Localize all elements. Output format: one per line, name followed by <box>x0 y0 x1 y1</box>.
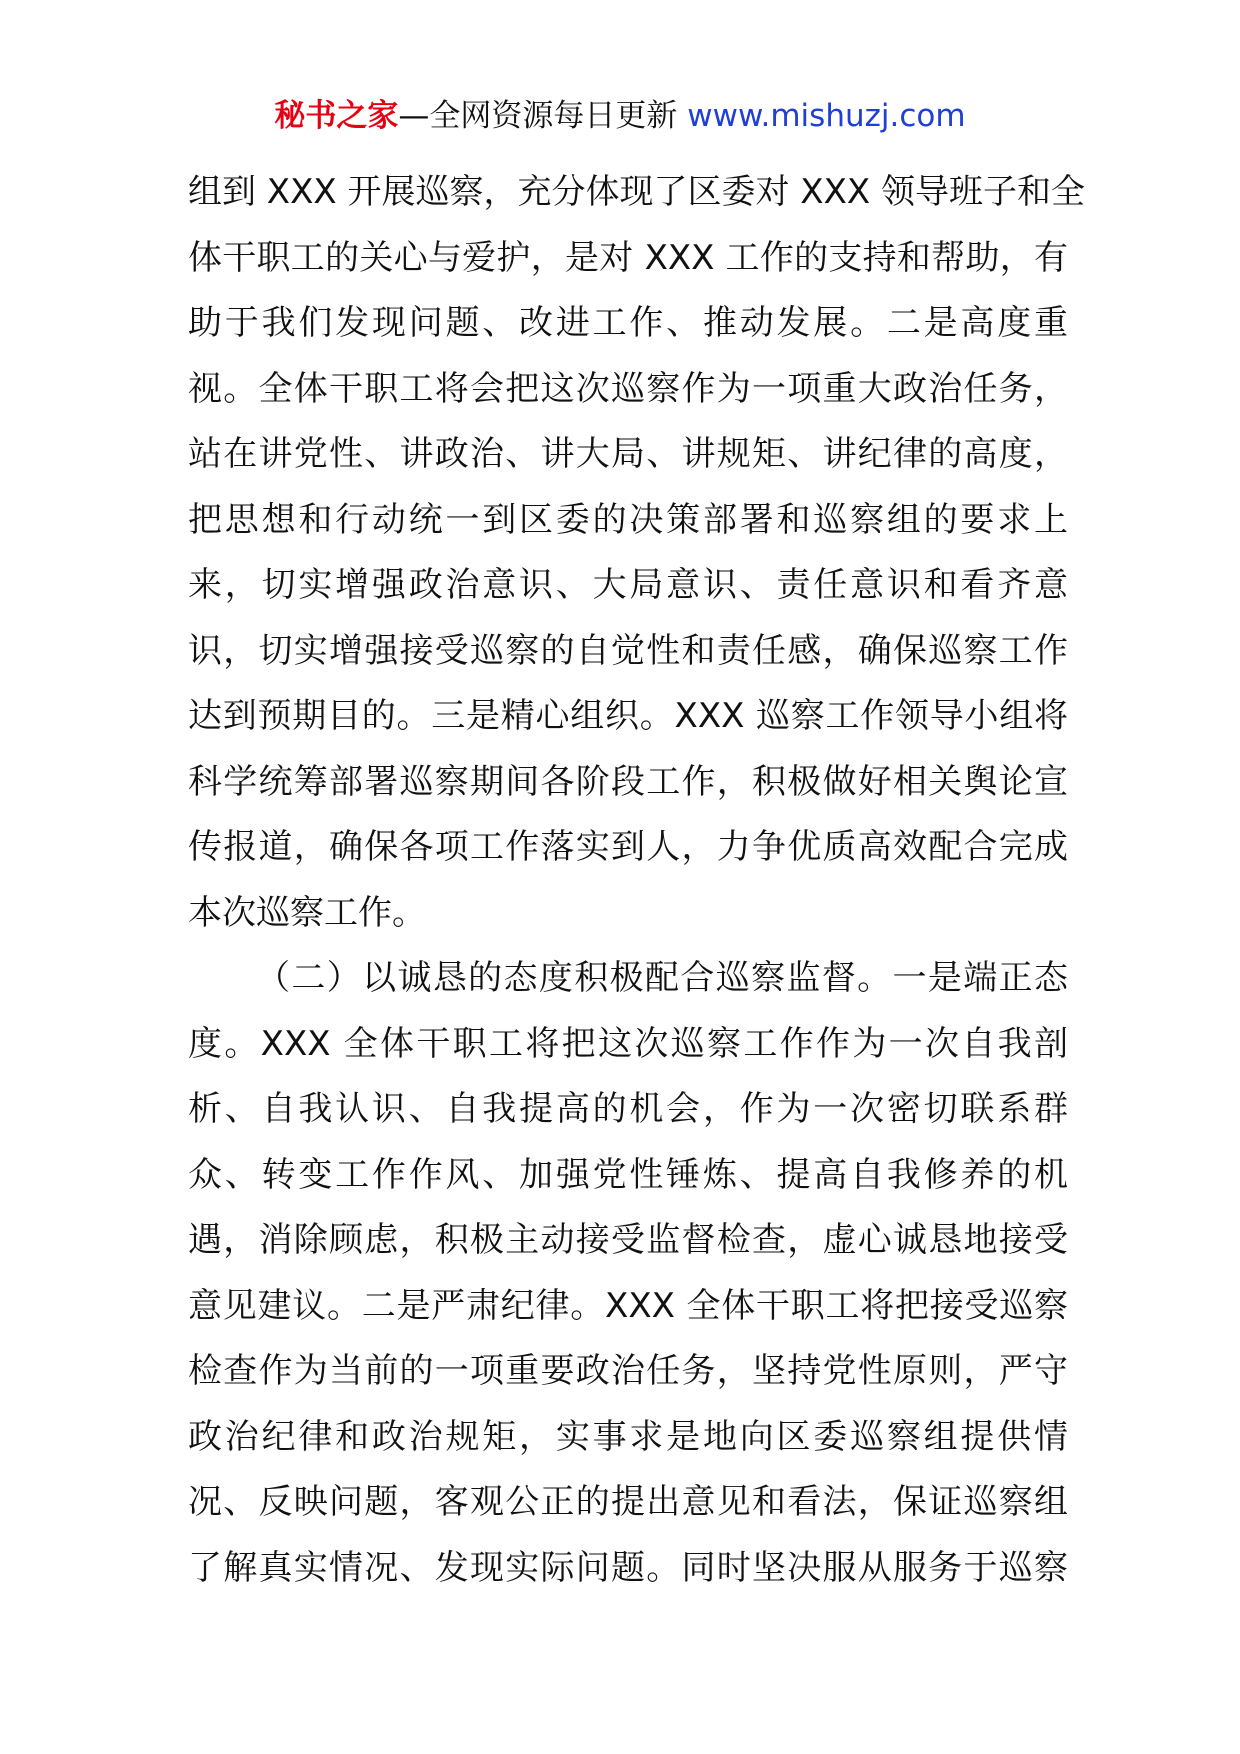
text-line: 况、反映问题，客观公正的提出意见和看法，保证巡察组 <box>188 1482 1068 1522</box>
text-line: 体干职工的关心与爱护，是对 XXX 工作的支持和帮助，有 <box>188 237 1068 278</box>
text-line: 科学统筹部署巡察期间各阶段工作，积极做好相关舆论宣 <box>188 761 1068 802</box>
text-line: 检查作为当前的一项重要政治任务，坚持党性原则，严守 <box>188 1351 1068 1391</box>
text-line: 把思想和行动统一到区委的决策部署和巡察组的要求上 <box>188 499 1068 540</box>
text-line: 政治纪律和政治规矩，实事求是地向区委巡察组提供情 <box>188 1416 1068 1457</box>
text-line: 了解真实情况、发现实际问题。同时坚决服从服务于巡察 <box>188 1547 1068 1588</box>
site-url-link[interactable]: www.mishuzj.com <box>687 98 966 134</box>
section-heading-line: （二）以诚恳的态度积极配合巡察监督。一是端正态 <box>256 958 1068 998</box>
text-line: 传报道，确保各项工作落实到人，力争优质高效配合完成 <box>188 827 1068 867</box>
text-line: 意见建议。二是严肃纪律。XXX 全体干职工将把接受巡察 <box>188 1285 1068 1326</box>
site-header <box>0 94 1240 138</box>
text-line: 析、自我认识、自我提高的机会，作为一次密切联系群 <box>188 1089 1068 1129</box>
text-line: 遇，消除顾虑，积极主动接受监督检查，虚心诚恳地接受 <box>188 1220 1068 1260</box>
text-line: 识，切实增强接受巡察的自觉性和责任感，确保巡察工作 <box>188 630 1068 671</box>
text-line: 达到预期目的。三是精心组织。XXX 巡察工作领导小组将 <box>188 696 1068 736</box>
text-line: 助于我们发现问题、改进工作、推动发展。二是高度重 <box>188 303 1068 343</box>
header-tagline: —全网资源每日更新 <box>398 98 678 134</box>
text-line: 度。XXX 全体干职工将把这次巡察工作作为一次自我剖 <box>188 1023 1068 1064</box>
text-line: 本次巡察工作。 <box>188 892 426 933</box>
text-line: 来，切实增强政治意识、大局意识、责任意识和看齐意 <box>188 565 1068 605</box>
text-line: 众、转变工作作风、加强党性锤炼、提高自我修养的机 <box>188 1154 1068 1195</box>
text-line: 视。全体干职工将会把这次巡察作为一项重大政治任务， <box>188 368 1068 409</box>
text-line: 站在讲党性、讲政治、讲大局、讲规矩、讲纪律的高度， <box>188 434 1068 474</box>
document-body <box>188 160 1085 1601</box>
text-line: 组到 XXX 开展巡察，充分体现了区委对 XXX 领导班子和全 <box>188 172 1085 212</box>
brand-name: 秘书之家 <box>274 98 399 134</box>
